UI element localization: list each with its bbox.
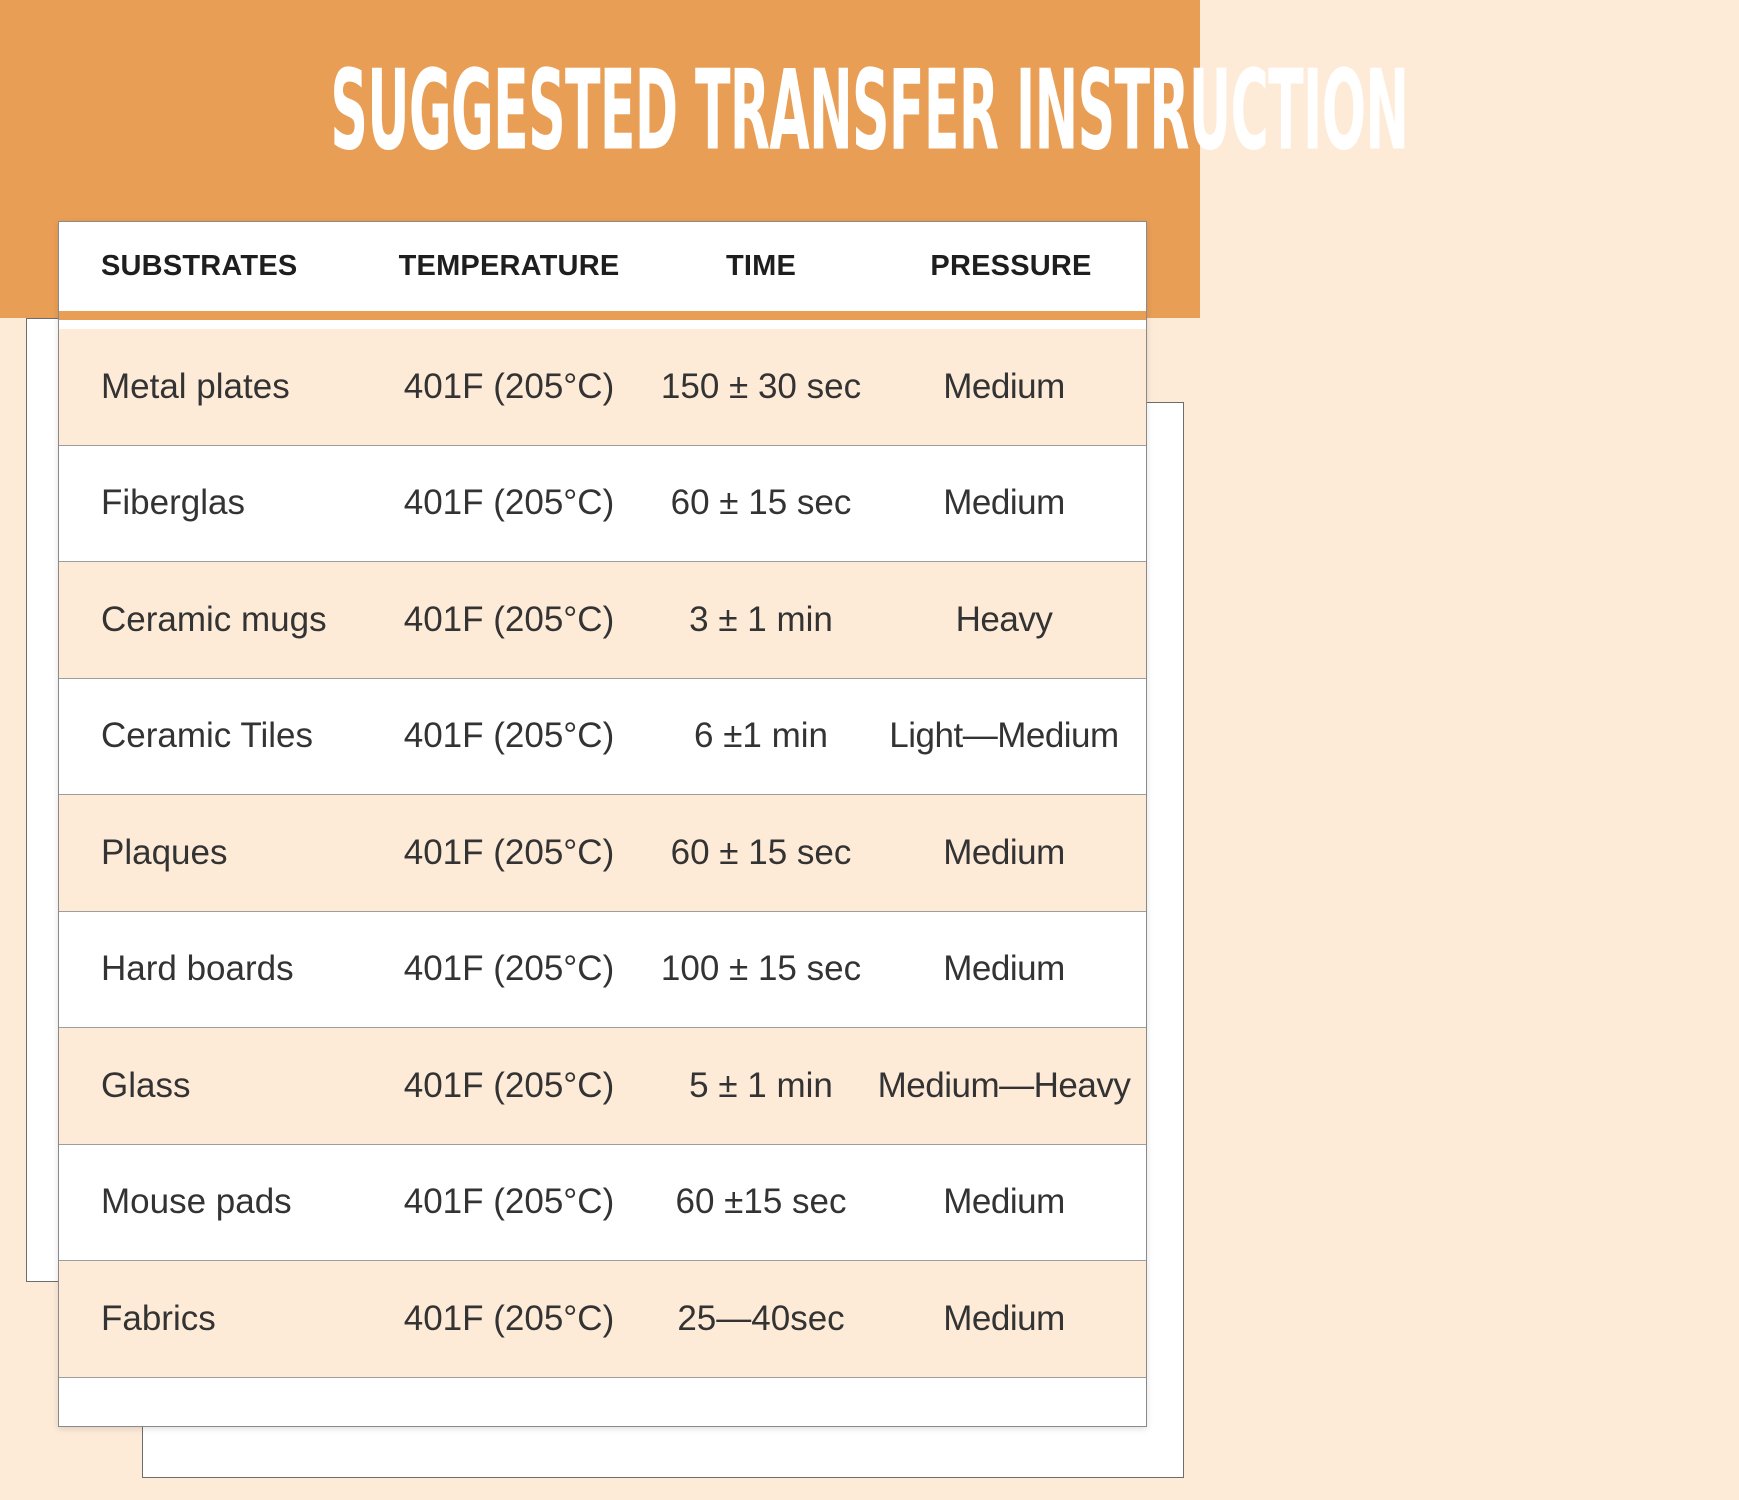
cell-temperature: 401F (205°C)	[403, 832, 615, 872]
cell-substrate: Ceramic Tiles	[101, 716, 313, 756]
page-title	[0, 40, 1409, 180]
table-row	[59, 562, 1146, 679]
cell-substrate: Plaques	[101, 832, 228, 872]
cell-temperature: 401F (205°C)	[403, 716, 615, 756]
table-row	[59, 446, 1146, 563]
header-pressure: PRESSURE	[930, 250, 1092, 282]
cell-pressure: Medium	[943, 483, 1065, 523]
table-row	[59, 795, 1146, 912]
cell-pressure: Medium	[943, 832, 1065, 872]
cell-pressure: Medium—Heavy	[877, 1065, 1131, 1105]
cell-substrate: Fiberglas	[101, 483, 245, 523]
cell-pressure: Medium	[943, 949, 1065, 989]
table-row	[59, 1145, 1146, 1262]
cell-substrate: Ceramic mugs	[101, 599, 327, 639]
table-header-row	[59, 222, 1146, 320]
page-title-text: SUGGESTED TRANSFER INSTRUCTION	[330, 45, 1409, 175]
cell-pressure: Medium	[943, 1182, 1065, 1222]
table-row	[59, 912, 1146, 1029]
cell-temperature: 401F (205°C)	[403, 1298, 615, 1338]
cell-temperature: 401F (205°C)	[403, 949, 615, 989]
cell-time: 3 ± 1 min	[689, 599, 833, 639]
cell-time: 60 ± 15 sec	[670, 483, 852, 523]
cell-time: 5 ± 1 min	[689, 1065, 833, 1105]
cell-pressure: Light—Medium	[889, 716, 1119, 756]
cell-substrate: Hard boards	[101, 949, 294, 989]
cell-pressure: Medium	[943, 1298, 1065, 1338]
instruction-table	[58, 221, 1147, 1427]
table-row	[59, 679, 1146, 796]
cell-substrate: Metal plates	[101, 366, 290, 406]
cell-time: 100 ± 15 sec	[660, 949, 862, 989]
cell-substrate: Fabrics	[101, 1298, 216, 1338]
cell-temperature: 401F (205°C)	[403, 483, 615, 523]
cell-pressure: Heavy	[955, 599, 1053, 639]
cell-temperature: 401F (205°C)	[403, 1065, 615, 1105]
cell-pressure: Medium	[943, 366, 1065, 406]
cell-temperature: 401F (205°C)	[403, 366, 615, 406]
header-time: TIME	[725, 250, 797, 282]
cell-substrate: Mouse pads	[101, 1182, 292, 1222]
table-row	[59, 1028, 1146, 1145]
cell-temperature: 401F (205°C)	[403, 1182, 615, 1222]
cell-time: 6 ±1 min	[694, 716, 828, 756]
cell-time: 60 ±15 sec	[675, 1182, 847, 1222]
header-temperature: TEMPERATURE	[398, 250, 620, 282]
table-body	[59, 329, 1146, 1378]
table-row	[59, 1261, 1146, 1378]
cell-temperature: 401F (205°C)	[403, 599, 615, 639]
cell-time: 60 ± 15 sec	[670, 832, 852, 872]
cell-time: 150 ± 30 sec	[660, 366, 862, 406]
header-substrates: SUBSTRATES	[101, 250, 298, 282]
cell-substrate: Glass	[101, 1065, 191, 1105]
cell-time: 25—40sec	[677, 1298, 845, 1338]
table-row	[59, 329, 1146, 446]
